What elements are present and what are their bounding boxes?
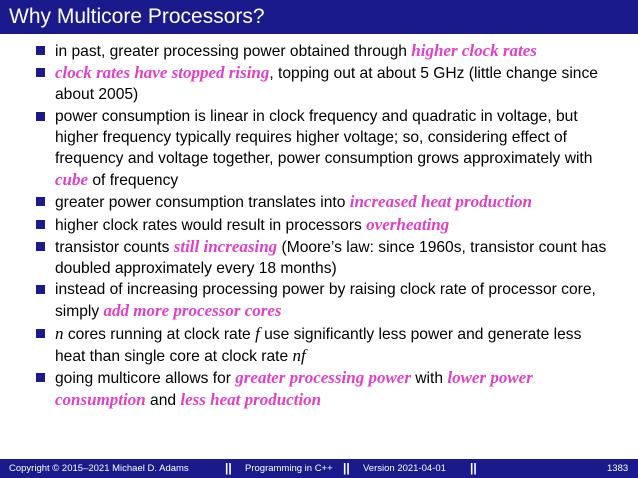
- footer-copyright: Copyright © 2015–2021 Michael D. Adams: [9, 463, 189, 474]
- emphasized-text: greater processing power: [235, 368, 411, 388]
- emphasized-text: higher clock rates: [411, 41, 537, 60]
- bullet-text: power consumption is linear in clock frequency and quadratic in voltage, but higher frequency typically requires higher voltage; so, considering effect of frequency and voltage together, power consumption grows approximately with: [55, 107, 593, 168]
- bullet-square-icon: [36, 285, 45, 294]
- bullet-text: with: [410, 370, 448, 388]
- emphasized-text: still increasing: [173, 236, 278, 256]
- footer-bar: [0, 459, 638, 478]
- bullet-text: greater power consumption translates into: [55, 194, 350, 212]
- footer-separator: ||: [470, 461, 477, 475]
- bullet-square-icon: [36, 373, 45, 382]
- emphasized-text: add more processor cores: [103, 301, 282, 321]
- footer-version: Version 2021-04-01: [363, 463, 446, 474]
- bullet-square-icon: [36, 112, 45, 121]
- bullet-item: [20, 106, 638, 192]
- bullet-text: of frequency: [88, 172, 179, 190]
- bullet-item: [20, 279, 638, 322]
- slide-title-bar: [0, 0, 638, 34]
- bullet-square-icon: [36, 242, 45, 251]
- bullet-item: [20, 214, 638, 236]
- emphasized-text: increased heat production: [349, 192, 533, 212]
- emphasized-text: lower power consumption: [55, 368, 533, 410]
- bullet-list: [0, 40, 638, 411]
- bullet-square-icon: [36, 197, 45, 206]
- math-symbol: n: [55, 323, 64, 343]
- math-symbol: nf: [292, 345, 306, 365]
- emphasized-text: less heat production: [180, 390, 322, 410]
- bullet-text: cores running at clock rate: [63, 325, 256, 343]
- slide-title: Why Multicore Processors?: [9, 5, 265, 28]
- bullet-item: [20, 367, 638, 411]
- bullet-item: [20, 62, 638, 105]
- bullet-item: [20, 40, 638, 62]
- bullet-text: instead of increasing processing power by raising clock rate of processor core, simply: [55, 281, 596, 321]
- bullet-text: , topping out at about 5 GHz (little change since about 2005): [55, 65, 598, 104]
- bullet-square-icon: [36, 46, 45, 55]
- bullet-square-icon: [36, 220, 45, 229]
- bullet-text: going multicore allows for: [55, 370, 236, 388]
- bullet-text: (Moore’s law: since 1960s, transistor count has doubled approximately every 18 months): [55, 238, 607, 278]
- bullet-text: transistor counts: [55, 238, 174, 256]
- bullet-item: [20, 191, 638, 213]
- bullet-square-icon: [36, 329, 45, 338]
- footer-separator: ||: [225, 461, 232, 475]
- bullet-text: and: [145, 392, 181, 410]
- slide-content: [0, 40, 638, 411]
- emphasized-text: cube: [55, 170, 89, 190]
- bullet-square-icon: [36, 68, 45, 77]
- footer-separator: ||: [343, 461, 350, 475]
- emphasized-text: overheating: [366, 214, 450, 234]
- bullet-item: [20, 236, 638, 279]
- bullet-text: higher clock rates would result in processors: [55, 216, 367, 234]
- footer-page-number: 1383: [607, 463, 629, 474]
- footer-course: Programming in C++: [245, 463, 333, 474]
- bullet-item: [20, 323, 638, 367]
- math-symbol: f: [255, 323, 260, 343]
- bullet-text: use significantly less power and generate less heat than single core at clock rate: [55, 325, 582, 365]
- bullet-text: in past, greater processing power obtained through: [55, 43, 412, 60]
- emphasized-text: clock rates have stopped rising: [55, 63, 270, 83]
